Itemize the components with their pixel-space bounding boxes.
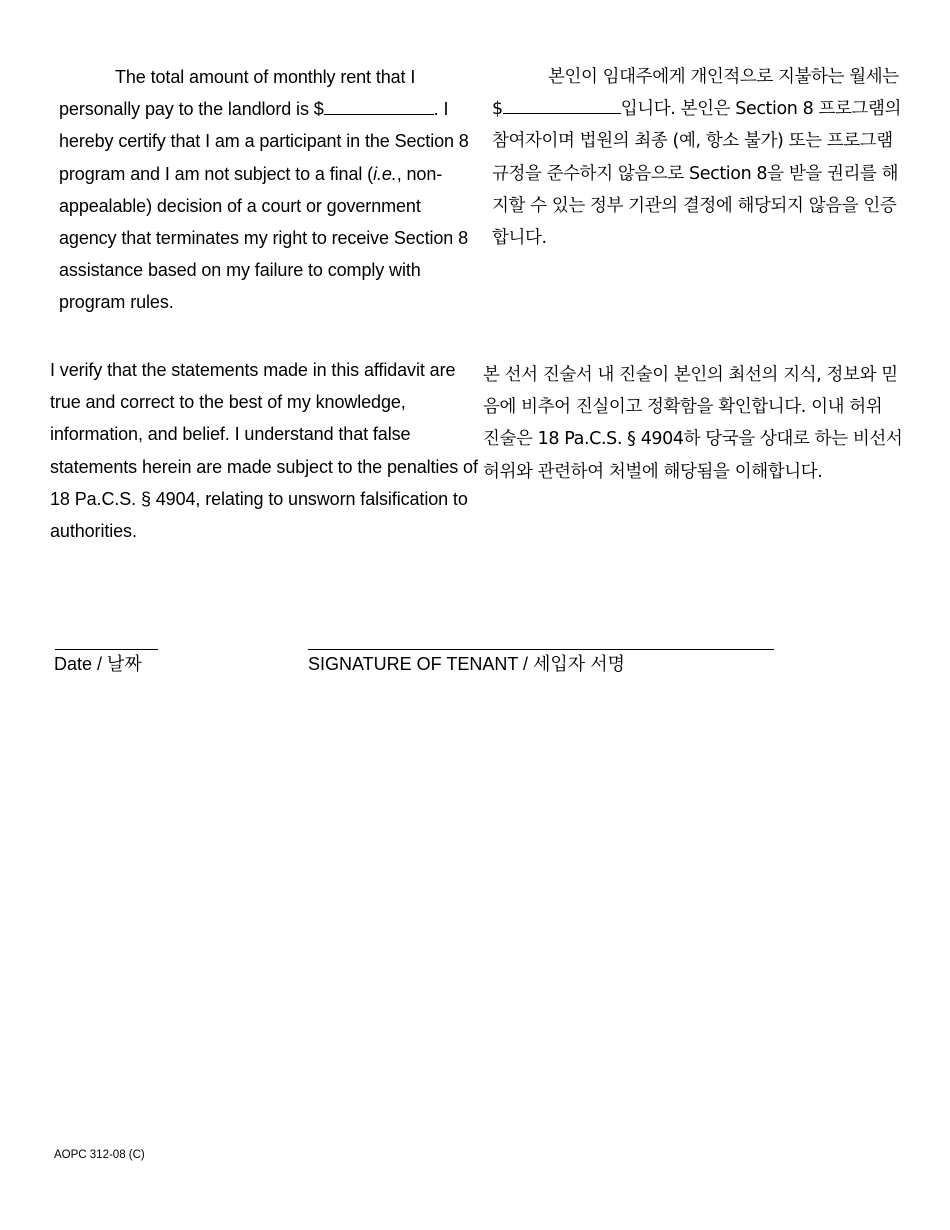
english-verification-paragraph: I verify that the statements made in this affidavit are true and correct to the best of my knowledge, information, and belief. I understand that false statements herein are made subject to the penalties of 18 Pa.C.S. § 4904, relating to unsworn falsification to authorities. [50, 360, 478, 542]
date-label: Date / 날짜 [54, 654, 142, 674]
english-ie-abbreviation: i.e. [373, 163, 397, 184]
english-rent-text: The total amount of monthly rent that I personally pay to the landlord is $ [59, 67, 416, 120]
form-code: AOPC 312-08 (C) [54, 1149, 145, 1161]
english-certify-text: I hereby certify that I am a participant in the Section 8 program and I am not subject to a final ( [59, 99, 469, 184]
english-rent-certification-paragraph [59, 61, 474, 319]
rent-amount-blank-korean[interactable] [503, 99, 621, 114]
korean-rent-text: 본인이 임대주에게 개인적으로 지불하는 월세는 $ [492, 67, 899, 120]
english-rent-text-end: . [433, 99, 439, 120]
tenant-signature-label: SIGNATURE OF TENANT / 세입자 서명 [308, 654, 625, 674]
english-certify-text-continued: , non-appealable) decision of a court or government agency that terminates my right to receive Section 8 assistance based on my failure to comply with program rules. [59, 163, 469, 313]
korean-rent-certification-paragraph [492, 61, 912, 254]
rent-amount-blank-english[interactable] [324, 100, 434, 115]
korean-verification-paragraph: 본 선서 진술서 내 진술이 본인의 최선의 지식, 정보와 믿음에 비추어 진실이고 정확함을 확인합니다. 이내 허위 진술은 18 Pa.C.S. § 4904하 당국을 상대로 하는 비선서 허위와 관련하여 처벌에 해당됨을 이해합니다. [483, 365, 903, 482]
korean-certify-text: 입니다. 본인은 Section 8 프로그램의 참여자이며 법원의 최종 (예, 항소 불가) 또는 프로그램 규정을 준수하지 않음으로 Section 8을 받을 권리를 해지할 수 있는 정부 기관의 결정에 해당되지 않음을 인증합니다. [492, 99, 902, 249]
